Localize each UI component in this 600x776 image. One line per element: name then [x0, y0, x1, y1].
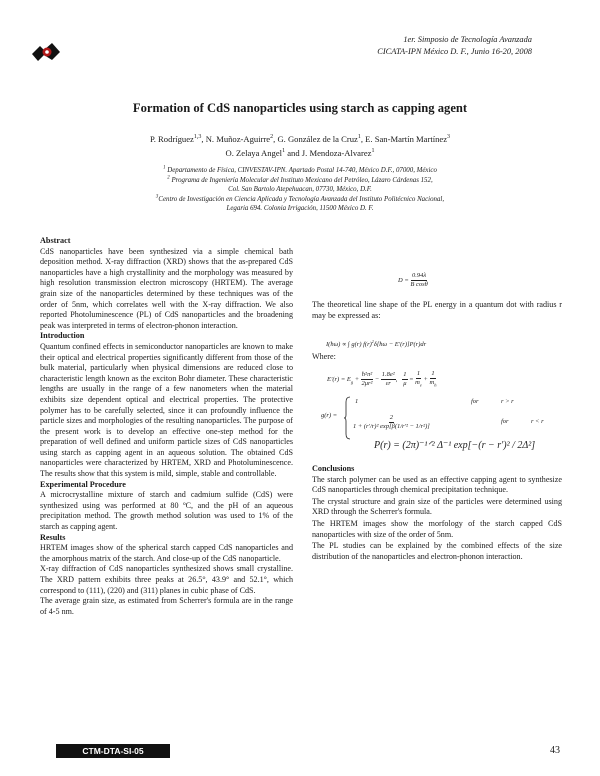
- conclusions-paragraph-2: The crystal structure and grain size of the particles were determined using XRD through the Scherrer's formula.: [312, 496, 562, 517]
- author-list: [0, 132, 600, 160]
- left-column: [40, 236, 293, 617]
- page-number: 43: [550, 745, 560, 756]
- paper-title: Formation of CdS nanoparticles using starch as capping agent: [132, 101, 468, 115]
- experimental-heading: Experimental Procedure: [40, 479, 126, 489]
- overlap-function-equation: g(r) = 1 for r > r $\frac{2}{\text{1 + (r'/r)² exp[β(1/r'² − 1/r²)]}}$ for r < r: [321, 396, 561, 440]
- theory-text: The theoretical line shape of the PL energy in a quantum dot with radius r may be expressed as:: [312, 300, 562, 320]
- affiliation-1: $^1$ Departamento de Física, CINVESTAV-IPN. Apartado Postal 14-740, México D.F., 07000, México: [163, 165, 437, 174]
- conclusions-paragraph-1: The starch polymer can be used as an effective capping agent to synthesize CdS nanoparticles through chemical precipitation technique.: [312, 474, 562, 495]
- pl-intensity-equation: I(ħω) ∝ ∫ g(r) $f(r)^2\delta[ħ\omega - E'(r)]P(r)dr$: [326, 339, 427, 348]
- abstract-text: CdS nanoparticles have been synthesized via a simple chemical bath deposition method. X-ray diffraction (XRD) shows that the as-prepared CdS nanoparticles have a high crystallinity and the morphology was measured by high resolution transmission electron microscopy (HRTEM). The average grain size of the nanoparticles determined by these techniques was of the order of 5nm, which correlates well with the X-ray diffraction. We also reported Photoluminescence (PL) of CdS nanoparticles and the broadening peak was interpreted in terms of electron-phonon interaction.: [40, 246, 293, 330]
- right-column: [312, 300, 562, 321]
- conclusions-section: [312, 464, 562, 563]
- affiliation-2-address: Col. San Bartolo Atepehuacan, 07730, México, D.F.: [228, 186, 372, 194]
- symposium-logo-icon: [30, 40, 62, 64]
- abstract-heading: Abstract: [40, 236, 71, 245]
- conference-location-date: CICATA-IPN México D. F., Junio 16-20, 2008: [377, 47, 532, 56]
- author-line-2: O. Zelaya Angel$^1$ and J. Mendoza-Alvarez$^1$: [225, 148, 375, 158]
- affiliation-3: $^3$Centro de Investigación en Ciencia Aplicada y Tecnología Avanzada del Instituto Politécnico Nacional,: [155, 194, 445, 203]
- conclusions-heading: Conclusions: [312, 464, 355, 473]
- results-paragraph-3: The average grain size, as estimated from Scherrer's formula are in the range of 4-5 nm.: [40, 596, 293, 616]
- introduction-text: Quantum confined effects in semiconductor nanoparticles are known to make their optical and electrical properties significantly different from those of the bulk material, particularly when physical dimensions are reduced close to characteristic length known as the exciton Bohr diameter. These characteristic lengths are usually in the range of a few nanometers when the material exhibits size dependent optical and electrical properties. The protective polymer has to be carefully selected, since it can profoundly influence the particle sizes and morphologies of the resulting nanoparticles. The purpose of the present work is to develop an effective one-step method for the preparation of well defined and uniform particle sizes of CdS nanoparticles using starch as capping agent in an aqueous solution. The obtained CdS nanoparticles were characterized by HRTEM, XRD and Photoluminescence. The results show that this system is mild, simple, stable and controllable.: [40, 341, 293, 479]
- conclusions-paragraph-3: The HRTEM images show the morfology of the starch capped CdS nanoparticles with size of the order of 5nm.: [312, 518, 562, 539]
- results-heading: Results: [40, 532, 66, 542]
- conference-name: 1er. Simposio de Tecnología Avanzada: [403, 35, 532, 44]
- paper-code-badge: CTM-DTA-SI-05: [56, 744, 170, 758]
- author-line-1: P. Rodríguez$^{1,3}$, N. Muñoz-Aguirre$^2$, G. González de la Cruz$^1$, E. San-Martín Martínez$^3$: [149, 134, 451, 144]
- size-distribution-equation: P(r) = (2π)⁻¹ᐟ² Δ⁻¹ exp[−(r − r')² / 2Δ²]: [374, 440, 536, 451]
- introduction-heading: Introduction: [40, 331, 85, 341]
- affiliations: [0, 166, 600, 214]
- conference-header: [377, 34, 532, 58]
- results-paragraph-1: HRTEM images show of the spherical starch capped CdS nanoparticles and the amorphous matrix of the starch. And close-up of the CdS nanoparticle.: [40, 543, 293, 563]
- experimental-text: A microcrystalline mixture of starch and cadmium sulfide (CdS) were synthesized using was performed at 80 ºC, and the pH of an aqueous precipitation method. The growth method solution was used to 1% of the starch as capping agent.: [40, 490, 293, 532]
- energy-equation: $E'(r) = E_g$ + $\frac{\text{ħ²π²}}{\text{2μr²}}$ − $\frac{\text{1.8e²}}{\varepsilon r}$ , $\frac{1}{\mu}$ = $\frac{1}{m_e}$ + $\frac{1}{m_h}$: [327, 370, 437, 388]
- scherrer-equation: D = $\frac{0.94\lambda}{\text{B cosθ}}$: [398, 272, 428, 288]
- affiliation-3-address: Legaria 694. Colonia Irrigación, 11500 México D. F.: [226, 205, 374, 213]
- affiliation-2: $^2$ Programa de Ingeniería Molecular del Instituto Mexicano del Petróleo, Lázaro Cárdenas 152,: [167, 175, 433, 184]
- where-label: Where:: [312, 352, 336, 361]
- results-paragraph-2: X-ray diffraction of CdS nanoparticles synthesized shows small crystalline. The XRD pattern exhibits three peaks at 26.5°, 43.9° and 52.1°, which correspond to (111), (220) and (311) planes in cubic phase of CdS.: [40, 564, 293, 595]
- conclusions-paragraph-4: The PL studies can be explained by the combined effects of the size distribution of the nanoparticles and electron-phonon interaction.: [312, 541, 562, 561]
